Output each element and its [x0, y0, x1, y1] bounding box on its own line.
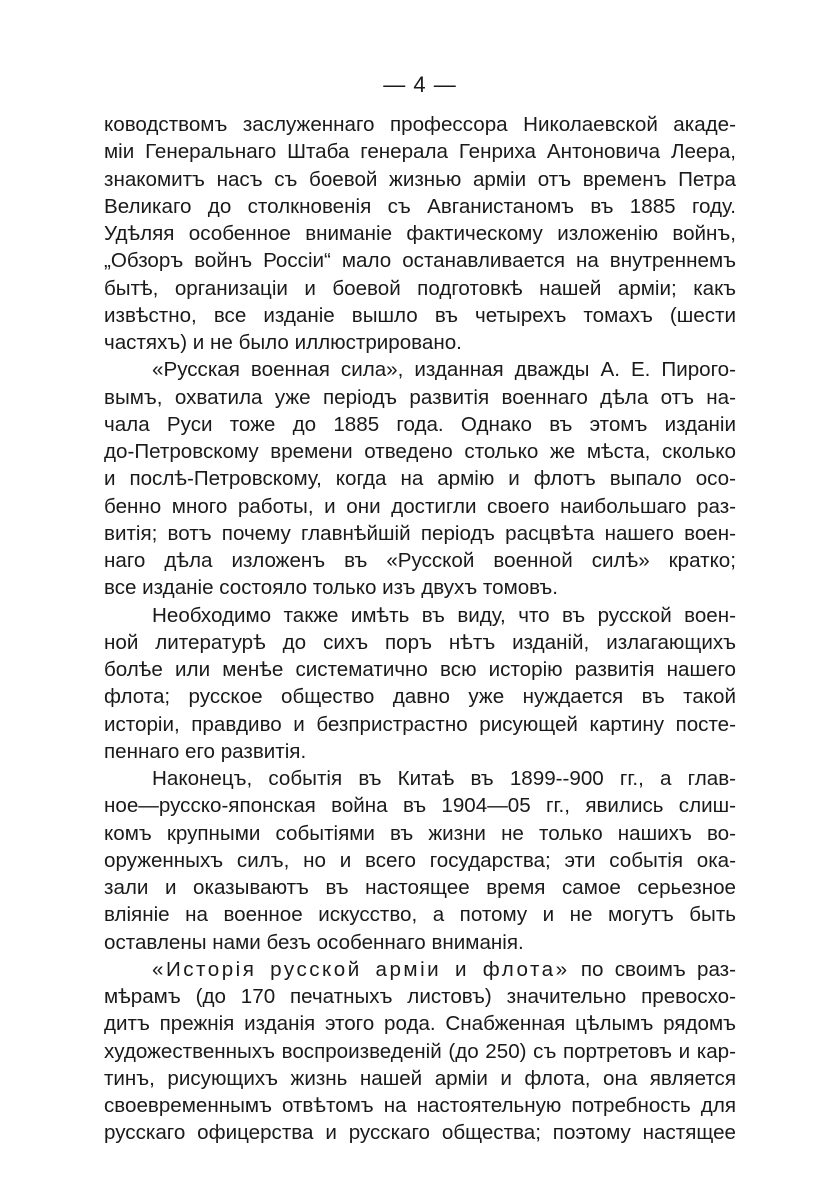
text-line: бенно много работы, и они достигли своего наибольшаго раз-: [104, 494, 736, 518]
text-line: оставлены нами безъ особеннаго вниманія.: [104, 930, 524, 954]
text-line: флота; русское общество давно уже нуждается въ такой: [104, 685, 736, 709]
text-line: „Обзоръ войнъ Россіи“ мало останавливается на внутреннемъ: [104, 249, 736, 273]
text-line: витія; вотъ почему главнѣйшій періодъ расцвѣта нашего воен-: [104, 521, 736, 545]
text-line: комъ крупными событіями въ жизни не только нашихъ во-: [104, 821, 736, 845]
book-title: «Исторія русской арміи и флота»: [152, 957, 570, 981]
text-line: ное—русско-японская война въ 1904—05 гг., явились слиш-: [104, 794, 736, 818]
page-number: — 4 —: [383, 72, 457, 97]
text-line: знакомитъ насъ съ боевой жизнью арміи отъ временъ Петра: [104, 167, 736, 191]
text-line: вліяніе на военное искусство, а потому и не могутъ быть: [104, 903, 736, 927]
text-line: ководствомъ заслуженнаго профессора Николаевской акаде-: [104, 113, 736, 136]
text-line: Наконецъ, событія въ Китаѣ въ 1899--900 гг., а глав-: [152, 767, 736, 790]
text-line: ной литературѣ до сихъ поръ нѣтъ изданій, излагающихъ: [104, 630, 736, 654]
body-text: [104, 111, 736, 1147]
text-line: вымъ, охватила уже періодъ развитія военнаго дѣла отъ на-: [104, 385, 736, 409]
text-line: болѣе или менѣе систематично всю исторію развитія нашего: [104, 658, 736, 681]
text-line: исторіи, правдиво и безпристрастно рисующей картину посте-: [104, 712, 736, 736]
text-line: тинъ, рисующихъ жизнь нашей арміи и флота, она является: [104, 1066, 736, 1090]
text-line: бытѣ, организаціи и боевой подготовкѣ нашей арміи; какъ: [104, 276, 736, 300]
text-line: частяхъ) и не было иллюстрировано.: [104, 331, 462, 354]
text-line: оруженныхъ силъ, но и всего государства; эти событія ока-: [104, 848, 736, 872]
text-line: наго дѣла изложенъ въ «Русской военной силѣ» кратко;: [104, 549, 736, 572]
text-line: Великаго до столкновенія съ Авганистаномъ въ 1885 году.: [104, 194, 736, 218]
text-line: пеннаго его развитія.: [104, 739, 307, 763]
text-line: своевременнымъ отвѣтомъ на настоятельную потребность для: [104, 1094, 736, 1117]
text-run: по своимъ раз-: [569, 957, 736, 981]
text-line: міи Генеральнаго Штаба генерала Генриха Антоновича Леера,: [104, 140, 736, 164]
text-line: Удѣляя особенное вниманіе фактическому изложенію войнъ,: [104, 222, 736, 245]
text-line: чала Руси тоже до 1885 года. Однако въ этомъ изданіи: [104, 412, 736, 436]
text-line: зали и оказываютъ въ настоящее время самое серьезное: [104, 876, 736, 899]
text-line: до-Петровскому времени отведено столько же мѣста, сколько: [104, 440, 736, 463]
text-line: «Русская военная сила», изданная дважды А. Е. Пирого-: [152, 358, 736, 382]
text-line: [104, 956, 736, 983]
text-line: Необходимо также имѣть въ виду, что въ русской воен-: [152, 603, 736, 627]
text-line: дитъ прежнія изданія этого рода. Снабженная цѣлымъ рядомъ: [104, 1012, 736, 1036]
text-line: мѣрамъ (до 170 печатныхъ листовъ) значительно превосхо-: [104, 985, 736, 1008]
text-line: извѣстно, все изданіе вышло въ четырехъ томахъ (шести: [104, 303, 736, 327]
text-line: и послѣ-Петровскому, когда на армію и флотъ выпало осо-: [104, 467, 736, 491]
text-line: русскаго офицерства и русскаго общества; поэтому настящее: [104, 1121, 736, 1145]
text-line: все изданіе состояло только изъ двухъ томовъ.: [104, 576, 559, 600]
text-line: художественныхъ воспроизведеній (до 250) съ портретовъ и кар-: [104, 1039, 736, 1063]
